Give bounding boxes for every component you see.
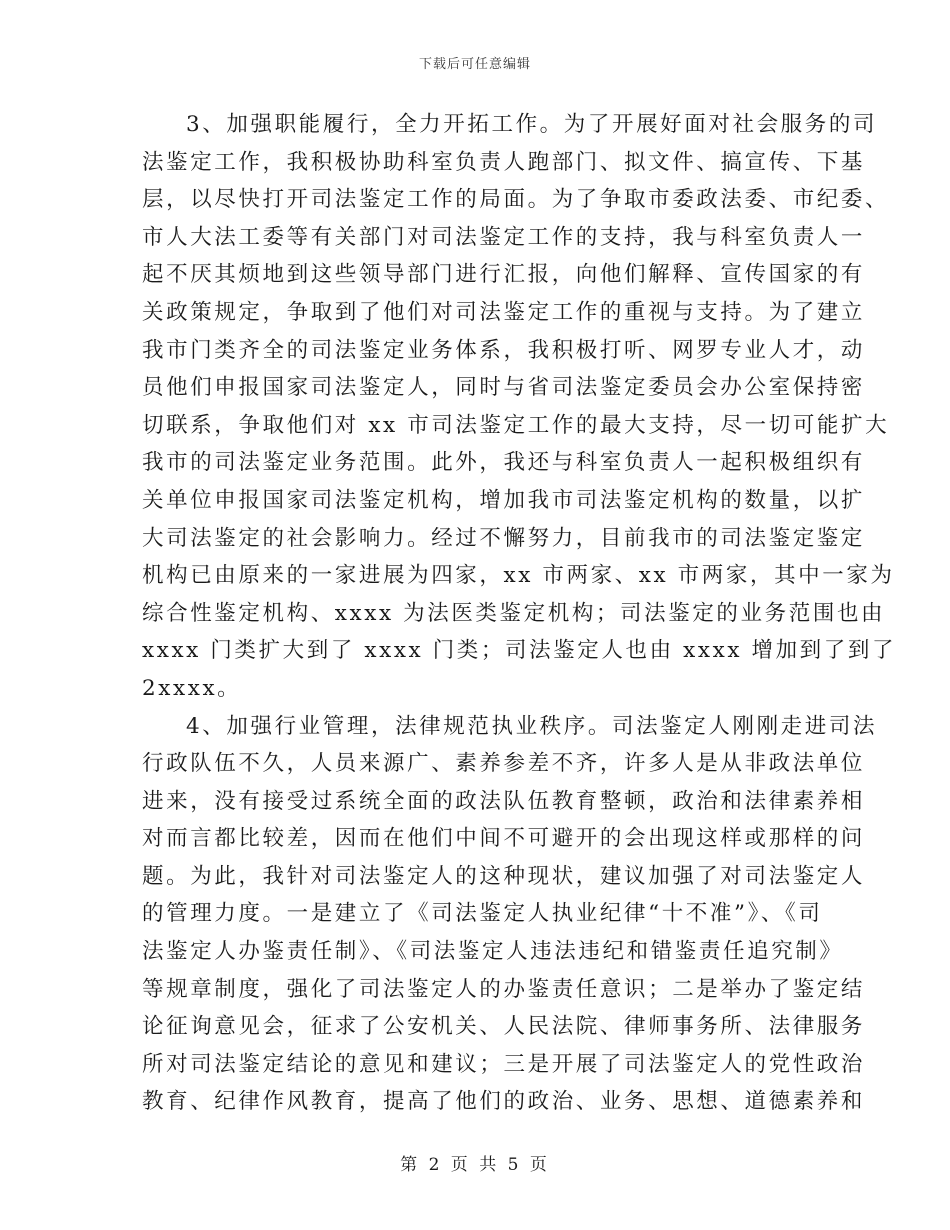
document-body xyxy=(142,106,897,1121)
text-line: 起不厌其烦地到这些领导部门进行汇报，向他们解释、宣传国家的有 xyxy=(142,262,866,288)
paragraph-4 xyxy=(142,708,878,1122)
text-line: 机构已由原来的一家进展为四家，xx 市两家、xx 市两家，其中一家为 xyxy=(142,563,895,589)
text-line: 我市的司法鉴定业务范围。此外，我还与科室负责人一起积极组织有 xyxy=(142,450,866,476)
text-line: 等规章制度，强化了司法鉴定人的办鉴责任意识；二是举办了鉴定结 xyxy=(142,976,866,1002)
text-line: 我市门类齐全的司法鉴定业务体系，我积极打听、网罗专业人才，动 xyxy=(142,337,866,363)
text-line: 对而言都比较差，因而在他们中间不可避开的会出现这样或那样的问 xyxy=(142,826,866,852)
text-line: 教育、纪律作风教育，提高了他们的政治、业务、思想、道德素养和 xyxy=(142,1089,866,1115)
text-line: 切联系，争取他们对 xx 市司法鉴定工作的最大支持，尽一切可能扩大 xyxy=(142,412,890,438)
text-line: 2xxxx。 xyxy=(142,675,242,701)
text-line: xxxx 门类扩大到了 xxxx 门类；司法鉴定人也由 xxxx 增加到了到了 xyxy=(142,638,897,664)
text-line: 综合性鉴定机构、xxxx 为法医类鉴定机构；司法鉴定的业务范围也由 xyxy=(142,600,886,626)
page-number-footer: 第 2 页 共 5 页 xyxy=(400,1155,550,1175)
page-header: 下载后可任意编辑 xyxy=(418,57,531,72)
text-line: 题。为此，我针对司法鉴定人的这种现状，建议加强了对司法鉴定人 xyxy=(142,863,866,889)
text-line: 法鉴定人办鉴责任制》、《司法鉴定人违法违纪和错鉴责任追究制》 xyxy=(142,939,844,965)
text-line: 所对司法鉴定结论的意见和建议；三是开展了司法鉴定人的党性政治 xyxy=(142,1051,866,1077)
paragraph-3 xyxy=(142,106,897,708)
text-line: 行政队伍不久，人员来源广、素养参差不齐，许多人是从非政法单位 xyxy=(142,751,866,777)
text-line: 3、加强职能履行，全力开拓工作。为了开展好面对社会服务的司 xyxy=(186,112,878,137)
text-line: 4、加强行业管理，法律规范执业秩序。司法鉴定人刚刚走进司法 xyxy=(186,713,878,739)
text-line: 关政策规定，争取到了他们对司法鉴定工作的重视与支持。为了建立 xyxy=(142,299,866,325)
text-line: 大司法鉴定的社会影响力。经过不懈努力，目前我市的司法鉴定鉴定 xyxy=(142,525,866,551)
text-line: 层，以尽快打开司法鉴定工作的局面。为了争取市委政法委、市纪委、 xyxy=(142,187,890,213)
text-line: 论征询意见会，征求了公安机关、人民法院、律师事务所、法律服务 xyxy=(142,1014,866,1040)
text-line: 的管理力度。一是建立了《司法鉴定人执业纪律“十不准”》、《司 xyxy=(142,901,823,927)
text-line: 关单位申报国家司法鉴定机构，增加我市司法鉴定机构的数量，以扩 xyxy=(142,487,866,513)
text-line: 市人大法工委等有关部门对司法鉴定工作的支持，我与科室负责人一 xyxy=(142,224,866,250)
text-line: 员他们申报国家司法鉴定人，同时与省司法鉴定委员会办公室保持密 xyxy=(142,375,866,401)
text-line: 法鉴定工作，我积极协助科室负责人跑部门、拟文件、搞宣传、下基 xyxy=(142,149,866,175)
text-line: 进来，没有接受过系统全面的政法队伍教育整顿，政治和法律素养相 xyxy=(142,788,866,814)
